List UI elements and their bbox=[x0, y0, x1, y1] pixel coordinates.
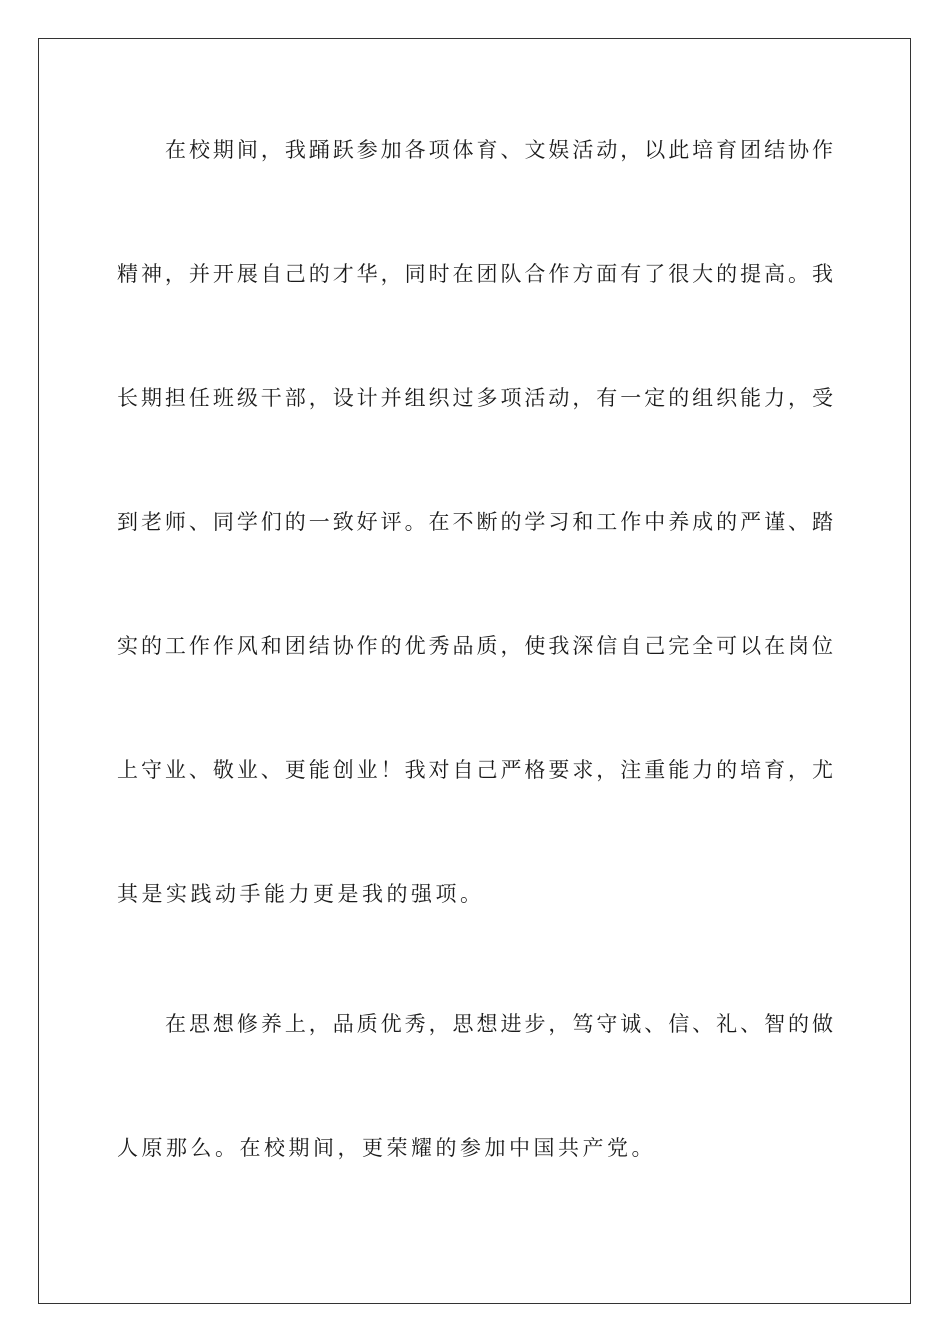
text-line: 实的工作作风和团结协作的优秀品质，使我深信自己完全可以在岗位 bbox=[117, 634, 833, 658]
text-line: 在思想修养上，品质优秀，思想进步，笃守诚、信、礼、智的做 bbox=[165, 1012, 833, 1036]
text-line: 上守业、敬业、更能创业！我对自己严格要求，注重能力的培育，尤 bbox=[117, 758, 833, 782]
page-frame bbox=[38, 38, 911, 1304]
text-line: 其是实践动手能力更是我的强项。 bbox=[117, 882, 485, 906]
text-line: 长期担任班级干部，设计并组织过多项活动，有一定的组织能力，受 bbox=[117, 386, 833, 410]
text-line: 人原那么。在校期间，更荣耀的参加中国共产党。 bbox=[117, 1136, 656, 1160]
text-line: 精神，并开展自己的才华，同时在团队合作方面有了很大的提高。我 bbox=[117, 262, 833, 286]
text-line: 在校期间，我踊跃参加各项体育、文娱活动，以此培育团结协作 bbox=[165, 138, 833, 162]
text-line: 到老师、同学们的一致好评。在不断的学习和工作中养成的严谨、踏 bbox=[117, 510, 833, 534]
